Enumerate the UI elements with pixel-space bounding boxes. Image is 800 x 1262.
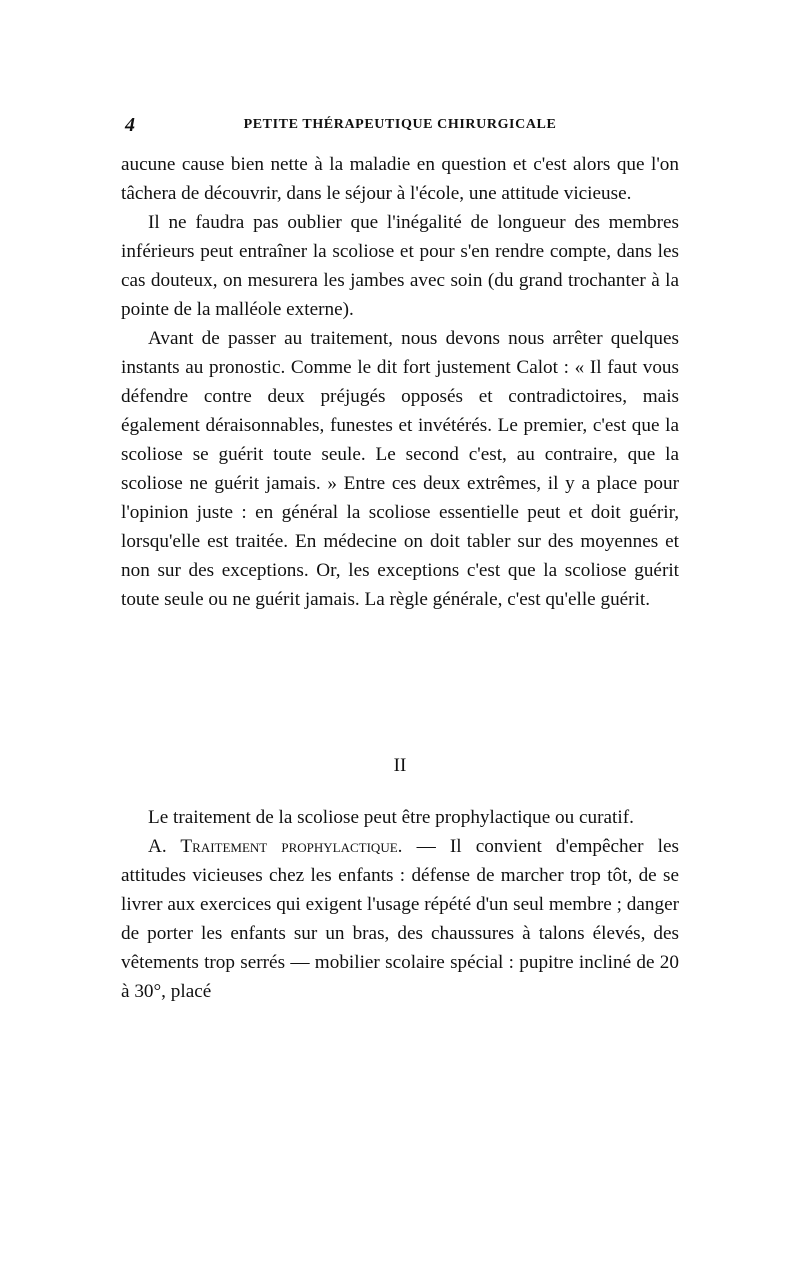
paragraph-continuation: aucune cause bien nette à la maladie en question et c'est alors que l'on tâchera de découvrir, dans le séjour à l'école, une attitude vicieuse. (121, 154, 679, 204)
body-text-block-2 (121, 803, 679, 1006)
paragraph-leg-length: Il ne faudra pas oublier que l'inégalité de longueur des membres inférieurs peut entraîner la scoliose et pour s'en rendre compte, dans les cas douteux, on mesurera les jambes avec soin (du grand trochanter à la pointe de la malléole externe). (121, 212, 679, 320)
body-text-block-1 (121, 150, 679, 614)
running-head (121, 114, 679, 136)
running-title: PETITE THÉRAPEUTIQUE CHIRURGICALE (243, 117, 557, 132)
section-number: II (393, 755, 407, 776)
paragraph-treatment-intro: Le traitement de la scoliose peut être prophylactique ou curatif. (148, 807, 634, 828)
paragraph-prophylactic (121, 832, 679, 1006)
page-number: 4 (125, 114, 135, 136)
paragraph-prognosis: Avant de passer au traitement, nous devons nous arrêter quelques instants au pronostic. Comme le dit fort justement Calot : « Il faut vous défendre contre deux préjugés opposés et contradictoires, mais également déraisonnables, funestes et invétérés. Le premier, c'est que la scoliose se guérit toute seule. Le second c'est, au contraire, que la scoliose ne guérit jamais. » Entre ces deux extrêmes, il y a place pour l'opinion juste : en général la scoliose essentielle peut et doit guérir, lorsqu'elle est traitée. En médecine on doit tabler sur des moyennes et non sur des exceptions. Or, les exceptions c'est que la scoliose guérit toute seule ou ne guérit jamais. La règle générale, c'est qu'elle guérit. (121, 328, 679, 610)
paragraph-prophylactic-text: — Il convient d'empêcher les attitudes vicieuses chez les enfants : défense de marcher trop tôt, de se livrer aux exercices qui exigent l'usage répété d'un seul membre ; danger de porter les enfants sur un bras, des chaussures à talons élevés, des vêtements trop serrés — mobilier scolaire spécial : pupitre incliné de 20 à 30°, placé (121, 836, 679, 1002)
subsection-heading: A. Traitement prophylactique. (148, 836, 403, 857)
